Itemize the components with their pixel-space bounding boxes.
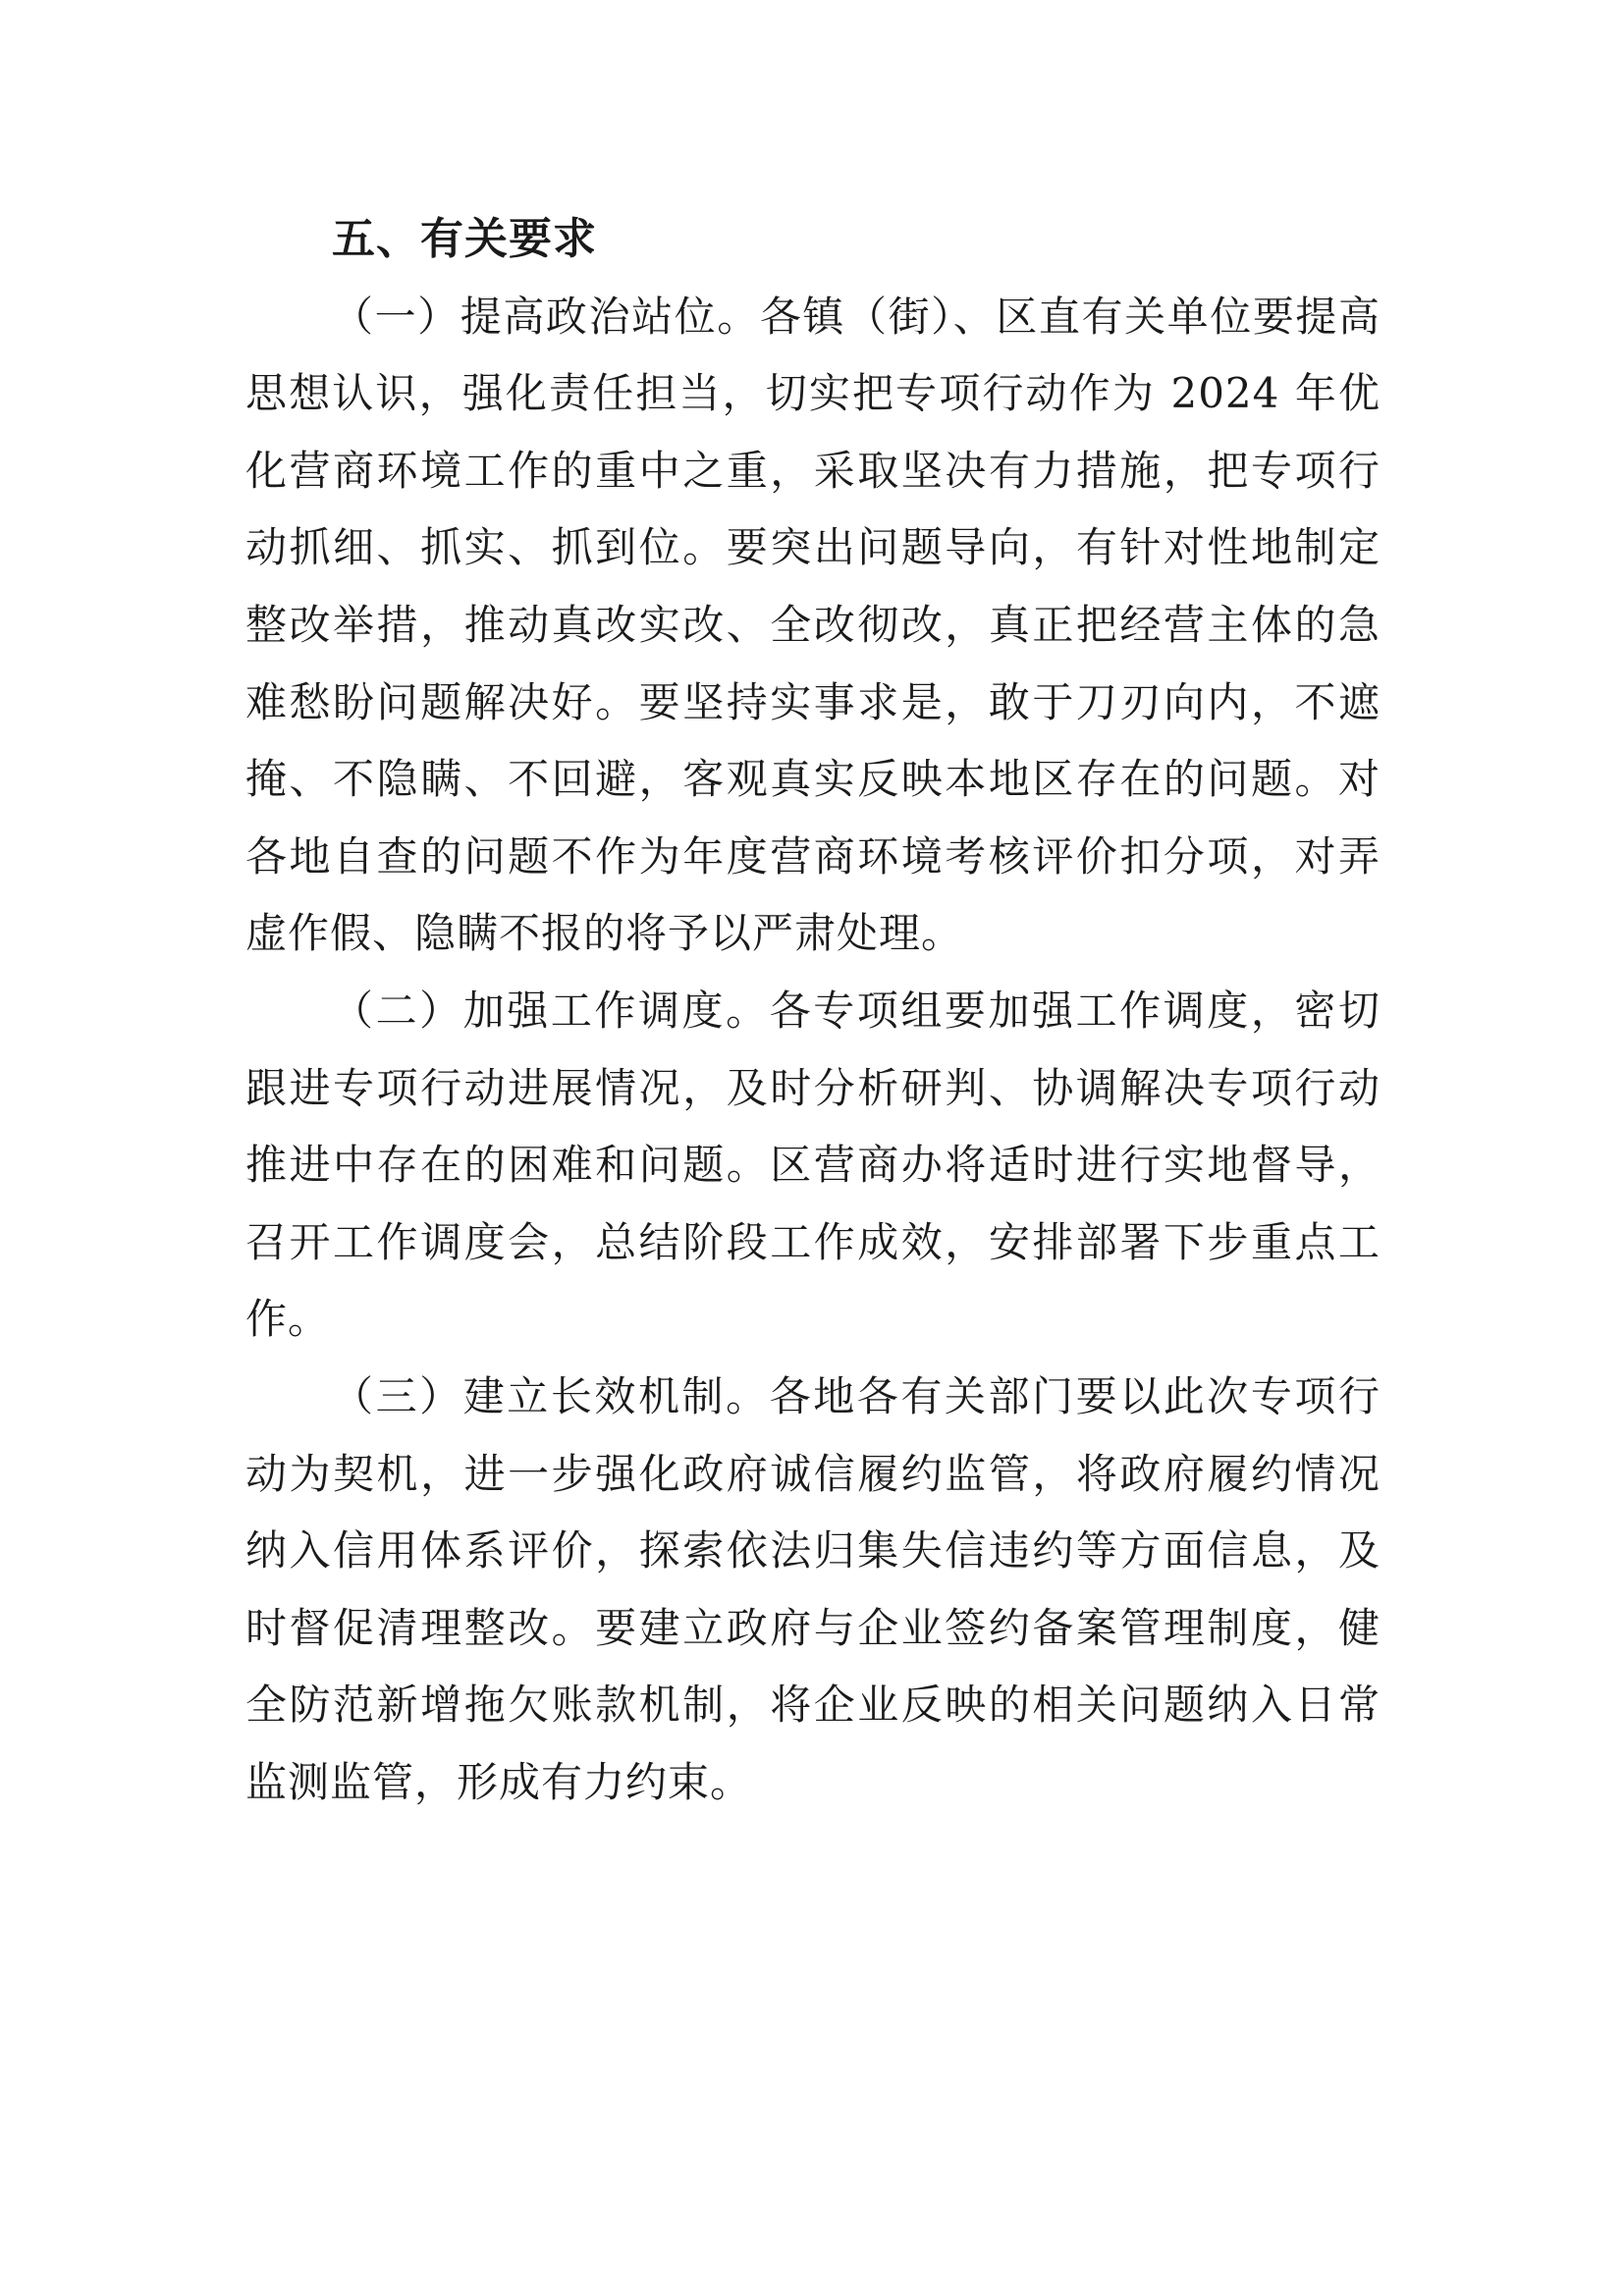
document-body (245, 201, 1380, 1821)
paragraph-raise-political-standing: （一）提高政治站位。各镇（街）、区直有关单位要提高思想认识，强化责任担当，切实把专项行动作为 2024 年优化营商环境工作的重中之重，采取坚决有力措施，把专项行动抓细、抓实、抓到位。要突出问题导向，有针对性地制定整改举措，推动真改实改、全改彻改，真正把经营主体的急难愁盼问题解决好。要坚持实事求是，敢于刀刃向内，不遮掩、不隐瞒、不回避，客观真实反映本地区存在的问题。对各地自查的问题不作为年度营商环境考核评价扣分项，对弄虚作假、隐瞒不报的将予以严肃处理。 (245, 292, 1380, 958)
paragraph-strengthen-work-scheduling: （二）加强工作调度。各专项组要加强工作调度，密切跟进专项行动进展情况，及时分析研判、协调解决专项行动推进中存在的困难和问题。区营商办将适时进行实地督导，召开工作调度会，总结阶段工作成效，安排部署下步重点工作。 (245, 986, 1380, 1344)
section-heading: 五、有关要求 (332, 214, 597, 264)
paragraph-establish-long-term-mechanism: （三）建立长效机制。各地各有关部门要以此次专项行动为契机，进一步强化政府诚信履约监管，将政府履约情况纳入信用体系评价，探索依法归集失信违约等方面信息，及时督促清理整改。要建立政府与企业签约备案管理制度，健全防范新增拖欠账款机制，将企业反映的相关问题纳入日常监测监管，形成有力约束。 (245, 1371, 1380, 1806)
